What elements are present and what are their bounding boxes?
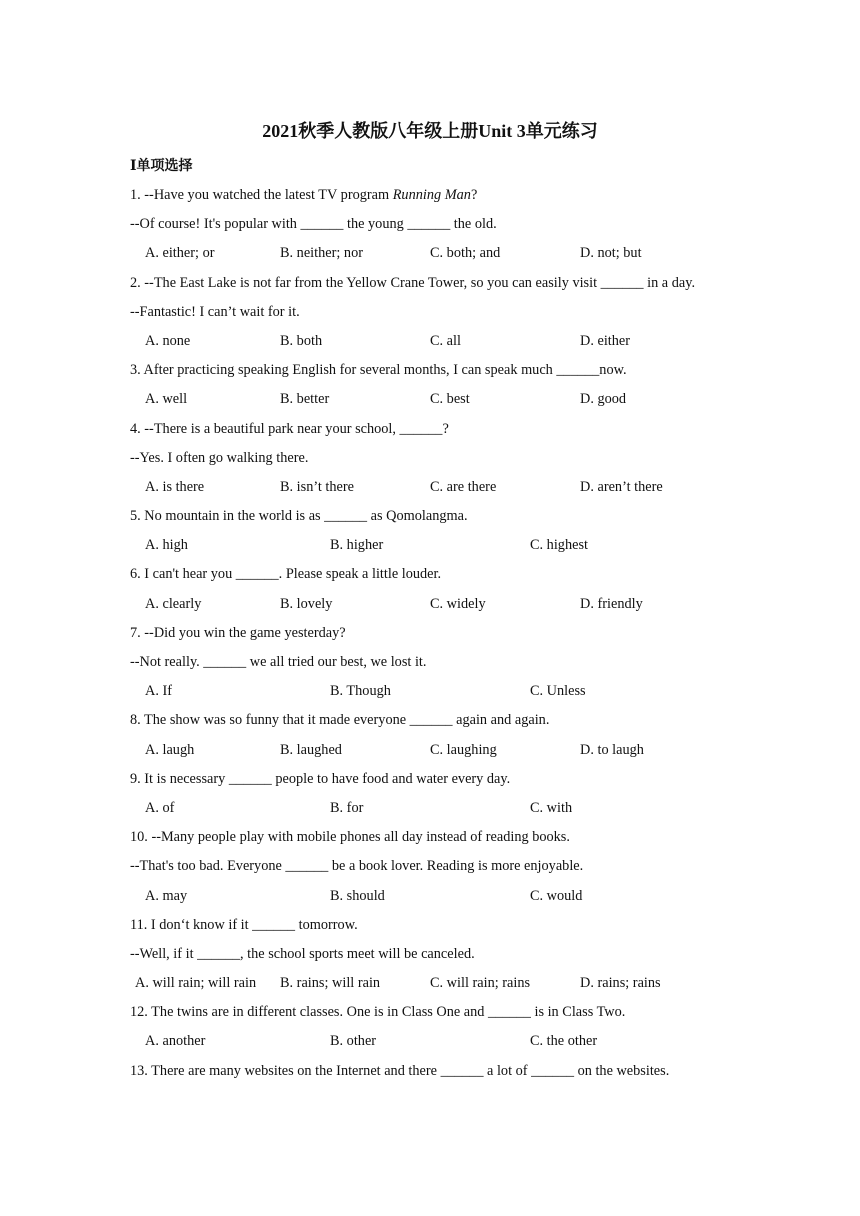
- answer-option[interactable]: B. rains; will rain: [280, 975, 381, 992]
- answer-option[interactable]: A. well: [145, 391, 188, 408]
- answer-option[interactable]: B. neither; nor: [280, 245, 363, 262]
- question-text-part: 4. --There is a beautiful park near your school, ______?: [130, 420, 449, 437]
- question-text: [130, 619, 346, 648]
- question-text: [130, 444, 308, 473]
- answer-option[interactable]: B. lovely: [280, 595, 333, 612]
- answer-option[interactable]: C. are there: [430, 478, 497, 495]
- page-title: 2021秋季人教版八年级上册Unit 3单元练习: [262, 121, 598, 141]
- answer-options: [0, 794, 860, 823]
- answer-options: [0, 590, 860, 619]
- question-text: [130, 911, 358, 940]
- answer-option[interactable]: B. both: [280, 332, 323, 349]
- answer-option[interactable]: B. better: [280, 391, 330, 408]
- answer-option[interactable]: A. If: [145, 683, 172, 700]
- question-text: [130, 181, 477, 210]
- question-text-part: 1. --Have you watched the latest TV program: [130, 187, 393, 203]
- question-text-part: --That's too bad. Everyone ______ be a book lover. Reading is more enjoyable.: [130, 858, 584, 875]
- question-stem: [0, 502, 860, 531]
- question-text-part: 6. I can't hear you ______. Please speak a little louder.: [130, 566, 442, 583]
- question-text-part: 2. --The East Lake is not far from the Yellow Crane Tower, so you can easily visit ______ in a day.: [130, 274, 696, 291]
- answer-option[interactable]: D. good: [580, 391, 627, 408]
- question-text-part: 3. After practicing speaking English for several months, I can speak much ______now.: [130, 362, 627, 379]
- answer-option[interactable]: A. of: [145, 799, 175, 816]
- question-text-part: 7. --Did you win the game yesterday?: [130, 624, 346, 641]
- answer-options: [0, 882, 860, 911]
- question-text: [130, 940, 475, 969]
- section-heading: Ⅰ单项选择: [130, 159, 193, 174]
- answer-option[interactable]: B. isn’t there: [280, 478, 354, 495]
- answer-options: [0, 327, 860, 356]
- answer-option[interactable]: C. both; and: [430, 245, 501, 262]
- program-name: Running Man: [392, 187, 471, 203]
- question-text: [130, 356, 627, 385]
- answer-option[interactable]: A. either; or: [145, 245, 215, 262]
- question-text: [130, 298, 300, 327]
- question-text-part: 12. The twins are in different classes. One is in Class One and ______ is in Class Two.: [130, 1004, 626, 1021]
- question-text-part: --Yes. I often go walking there.: [130, 449, 309, 466]
- question-stem: [0, 823, 860, 852]
- question-text: [130, 502, 468, 531]
- answer-option[interactable]: A. may: [145, 887, 188, 904]
- question-stem: [0, 619, 860, 648]
- answer-option[interactable]: B. Though: [330, 683, 391, 700]
- question-dialogue-line: [0, 444, 860, 473]
- question-text-part: 13. There are many websites on the Internet and there ______ a lot of ______ on the websites.: [130, 1062, 670, 1079]
- answer-option[interactable]: C. widely: [430, 595, 486, 612]
- question-text-part: --Fantastic! I can’t wait for it.: [130, 303, 300, 320]
- answer-option[interactable]: B. other: [330, 1033, 377, 1050]
- question-stem: [0, 706, 860, 735]
- question-text-part: 9. It is necessary ______ people to have food and water every day.: [130, 770, 511, 787]
- answer-option[interactable]: A. will rain; will rain: [135, 975, 257, 992]
- answer-option[interactable]: D. friendly: [580, 595, 643, 612]
- question-text: [130, 823, 570, 852]
- question-text-part: --Well, if it ______, the school sports meet will be canceled.: [130, 945, 475, 962]
- answer-options: [0, 677, 860, 706]
- answer-option[interactable]: A. is there: [145, 478, 205, 495]
- question-dialogue-line: [0, 852, 860, 881]
- answer-option[interactable]: B. should: [330, 887, 385, 904]
- answer-option[interactable]: D. to laugh: [580, 741, 644, 758]
- answer-option[interactable]: A. high: [145, 537, 188, 554]
- question-text: [130, 706, 549, 735]
- question-stem: [0, 560, 860, 589]
- question-text-part: 11. I don‘t know if it ______ tomorrow.: [130, 916, 358, 933]
- question-stem: [0, 765, 860, 794]
- answer-option[interactable]: A. another: [145, 1033, 206, 1050]
- answer-option[interactable]: A. laugh: [145, 741, 195, 758]
- answer-option[interactable]: D. not; but: [580, 245, 642, 262]
- answer-option[interactable]: B. laughed: [280, 741, 342, 758]
- question-text-part: ?: [470, 187, 478, 203]
- question-text: [130, 765, 510, 794]
- question-list: [0, 181, 860, 1086]
- question-text: [130, 415, 449, 444]
- question-text-part: 10. --Many people play with mobile phones all day instead of reading books.: [130, 829, 570, 846]
- answer-options: [0, 531, 860, 560]
- question-stem: [0, 181, 860, 210]
- question-stem: [0, 998, 860, 1027]
- question-text: [130, 1057, 669, 1086]
- answer-option[interactable]: C. best: [430, 391, 470, 408]
- answer-options: [0, 969, 860, 998]
- question-text: [130, 648, 426, 677]
- answer-options: [0, 473, 860, 502]
- answer-option[interactable]: B. for: [330, 799, 364, 816]
- answer-option[interactable]: C. with: [530, 799, 573, 816]
- question-dialogue-line: [0, 298, 860, 327]
- answer-option[interactable]: C. would: [530, 887, 583, 904]
- question-text: [130, 560, 441, 589]
- question-text-part: --Of course! It's popular with ______ the young ______ the old.: [130, 216, 497, 233]
- answer-option[interactable]: C. laughing: [430, 741, 497, 758]
- answer-options: [0, 239, 860, 268]
- answer-option[interactable]: D. either: [580, 332, 631, 349]
- question-text: [130, 998, 625, 1027]
- answer-option[interactable]: C. will rain; rains: [430, 975, 531, 992]
- answer-option[interactable]: D. aren’t there: [580, 478, 663, 495]
- question-text: [130, 852, 583, 881]
- question-dialogue-line: [0, 210, 860, 239]
- question-text-part: --Not really. ______ we all tried our best, we lost it.: [130, 654, 427, 670]
- question-text: [130, 210, 497, 239]
- answer-option[interactable]: C. the other: [530, 1033, 598, 1050]
- question-stem: [0, 1057, 860, 1086]
- question-text: [130, 269, 695, 298]
- question-stem: [0, 269, 860, 298]
- answer-option[interactable]: A. none: [145, 332, 191, 349]
- answer-option[interactable]: C. Unless: [530, 683, 586, 700]
- question-stem: [0, 911, 860, 940]
- answer-option[interactable]: C. all: [430, 332, 461, 349]
- answer-option[interactable]: A. clearly: [145, 595, 202, 612]
- question-dialogue-line: [0, 940, 860, 969]
- question-text-part: 5. No mountain in the world is as ______ as Qomolangma.: [130, 508, 468, 525]
- answer-options: [0, 1027, 860, 1056]
- answer-options: [0, 736, 860, 765]
- answer-option[interactable]: B. higher: [330, 537, 384, 554]
- question-stem: [0, 415, 860, 444]
- answer-options: [0, 385, 860, 414]
- question-stem: [0, 356, 860, 385]
- question-text-part: 8. The show was so funny that it made everyone ______ again and again.: [130, 712, 550, 729]
- answer-option[interactable]: C. highest: [530, 537, 588, 554]
- question-dialogue-line: [0, 648, 860, 677]
- answer-option[interactable]: D. rains; rains: [580, 975, 661, 992]
